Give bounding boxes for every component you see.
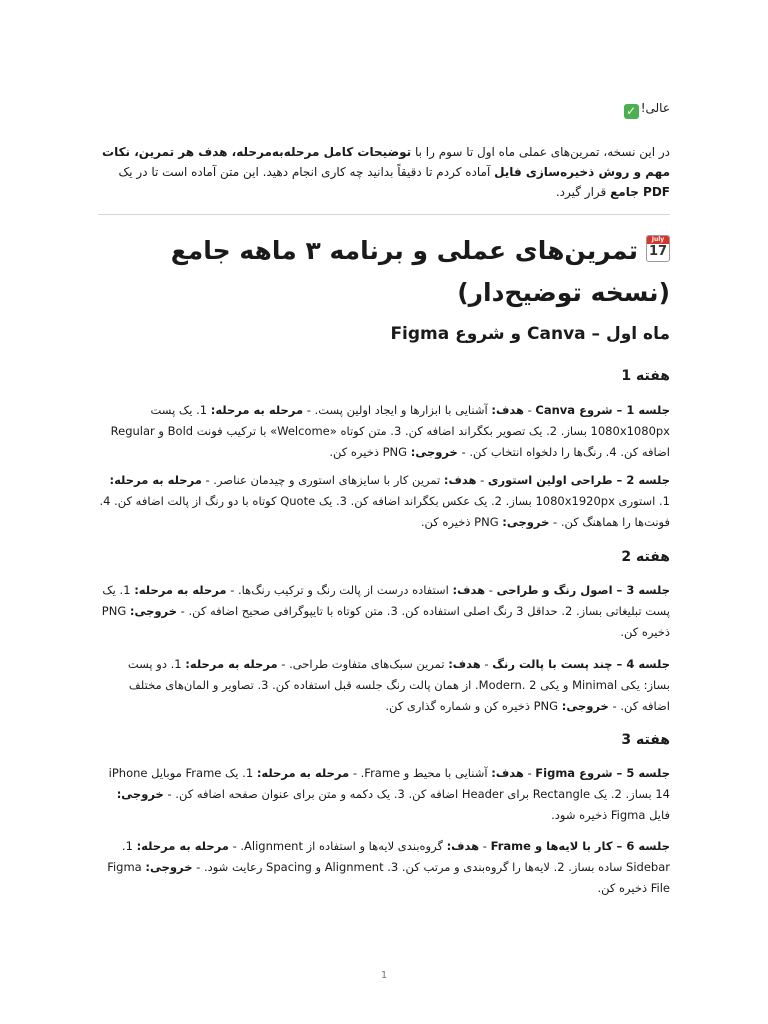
output-label: خروجی: xyxy=(145,860,193,874)
session-title: جلسه 4 – چند پست با پالت رنگ xyxy=(492,657,670,671)
goal-label: هدف: xyxy=(491,766,524,780)
output-text: Figma File ذخیره کن. xyxy=(107,860,670,895)
goal-text: تمرین کار با سایزهای استوری و چیدمان عناصر. - xyxy=(201,473,444,487)
goal-label: هدف: xyxy=(443,473,477,487)
steps-label: مرحله به مرحله: xyxy=(256,766,350,780)
goal-label: هدف: xyxy=(448,657,481,671)
session-item: جلسه 6 – کار با لایه‌ها و Frame - هدف: گروه‌بندی لایه‌ها و استفاده از Alignment. - مرحله به مرحله: 1. Sidebar ساده بساز. 2. لایه‌ها را گروه‌بندی و مرتب کن. 3. Alignment و Spacing رعایت شود. - خروجی: Figma File ذخیره کن. xyxy=(107,839,670,895)
steps-label: مرحله به مرحله: xyxy=(109,473,202,487)
output-label: خروجی: xyxy=(410,445,458,459)
steps-label: مرحله به مرحله: xyxy=(210,403,304,417)
intro-bold-1: توضیحات کامل مرحله‌به‌مرحله، هدف هر تمرین، نکات مهم و روش ذخیره‌سازی فایل xyxy=(102,145,670,179)
output-text: PNG ذخیره کن. xyxy=(329,445,411,459)
goal-label: هدف: xyxy=(491,403,524,417)
week-heading: هفته 2 xyxy=(621,549,670,565)
steps-text: 1. یک Frame موبایل iPhone 14 بساز. 2. یک Rectangle برای Header اضافه کن. 3. یک دکمه و متن برای عنوان صفحه اضافه کن. - xyxy=(108,766,670,801)
goal-text: استفاده درست از پالت رنگ و ترکیب رنگ‌ها. - xyxy=(226,583,453,597)
session-item: جلسه 1 – شروع Canva - هدف: آشنایی با ابزارها و ایجاد اولین پست. - مرحله به مرحله: 1. یک پست 1080x1080px بساز. 2. یک تصویر بکگراند اضافه کن. 3. متن کوتاه «Welcome» با ترکیب فونت Bold و Regular اضافه کن. 4. رنگ‌ها را دلخواه انتخاب کن. - خروجی: PNG ذخیره کن. xyxy=(110,403,670,459)
intro-text-3: قرار گیرد. xyxy=(555,185,611,199)
session-item: جلسه 2 – طراحی اولین استوری - هدف: تمرین کار با سایزهای استوری و چیدمان عناصر. - مرحله به مرحله: 1. استوری 1080x1920px بساز. 2. یک عکس بکگراند اضافه کن. 3. یک Quote کوتاه با دو رنگ از پالت اضافه کن. 4. فونت‌ها را هماهنگ کن. - خروجی: PNG ذخیره کن. xyxy=(99,473,670,529)
intro-check-line xyxy=(624,101,670,119)
session-item: جلسه 3 – اصول رنگ و طراحی - هدف: استفاده درست از پالت رنگ و ترکیب رنگ‌ها. - مرحله به مرحله: 1. یک پست تبلیغاتی بساز. 2. حداقل 3 رنگ اصلی استفاده کن. 3. متن کوتاه با تایپوگرافی صحیح اضافه کن. - خروجی: PNG ذخیره کن. xyxy=(101,583,670,639)
goal-text: آشنایی با محیط و Frame. - xyxy=(349,766,492,780)
intro-text-1: در این نسخه، تمرین‌های عملی ماه اول تا سوم را با xyxy=(411,145,670,159)
goal-label: هدف: xyxy=(446,839,480,853)
goal-text: آشنایی با ابزارها و ایجاد اولین پست. - xyxy=(303,403,492,417)
month-heading: ماه اول – Canva و شروع Figma xyxy=(390,324,670,344)
horizontal-divider xyxy=(98,214,670,215)
page-title-text: تمرین‌های عملی و برنامه ۳ ماهه جامع (نسخه توضیح‌دار) xyxy=(170,236,670,307)
steps-label: مرحله به مرحله: xyxy=(185,657,278,671)
goal-text: گروه‌بندی لایه‌ها و استفاده از Alignment. - xyxy=(228,839,447,853)
output-text: PNG ذخیره کن. xyxy=(101,604,670,639)
session-title: جلسه 5 – شروع Figma xyxy=(535,766,670,780)
session-title: جلسه 6 – کار با لایه‌ها و Frame xyxy=(490,839,670,853)
week-heading: هفته 3 xyxy=(621,732,670,748)
steps-label: مرحله به مرحله: xyxy=(134,583,227,597)
page-title xyxy=(98,230,670,314)
output-text: PNG ذخیره کن و شماره گذاری کن. xyxy=(385,699,562,713)
steps-text: 1. Sidebar ساده بساز. 2. لایه‌ها را گروه‌بندی و مرتب کن. 3. Alignment و Spacing رعایت شود. - xyxy=(121,839,670,874)
session-title: جلسه 2 – طراحی اولین استوری xyxy=(487,473,670,487)
session-item: جلسه 5 – شروع Figma - هدف: آشنایی با محیط و Frame. - مرحله به مرحله: 1. یک Frame موبایل iPhone 14 بساز. 2. یک Rectangle برای Header اضافه کن. 3. یک دکمه و متن برای عنوان صفحه اضافه کن. - خروجی: فایل Figma ذخیره شود. xyxy=(108,766,670,822)
steps-text: 1. دو پست بساز: یکی Minimal و یکی Modern. 2. از همان پالت رنگ جلسه قبل استفاده کن. 3. تصاویر و المان‌های مختلف اضافه کن. - xyxy=(127,657,670,713)
steps-text: 1. استوری 1080x1920px بساز. 2. یک عکس بکگراند اضافه کن. 3. یک Quote کوتاه با دو رنگ از پالت اضافه کن. 4. فونت‌ها را هماهنگ کن. - xyxy=(99,494,670,529)
calendar-day: 17 xyxy=(648,244,668,259)
calendar-month: July xyxy=(647,236,669,244)
page-number: 1 xyxy=(380,970,388,981)
steps-label: مرحله به مرحله: xyxy=(136,839,229,853)
output-label: خروجی: xyxy=(129,604,178,618)
output-label: خروجی: xyxy=(502,515,550,529)
intro-paragraph xyxy=(98,142,670,202)
session-item: جلسه 4 – چند پست با پالت رنگ - هدف: تمرین سبک‌های متفاوت طراحی. - مرحله به مرحله: 1. دو پست بساز: یکی Minimal و یکی Modern. 2. از همان پالت رنگ جلسه قبل استفاده کن. 3. تصاویر و المان‌های مختلف اضافه کن. - خروجی: PNG ذخیره کن و شماره گذاری کن. xyxy=(127,657,670,713)
session-title: جلسه 1 – شروع Canva xyxy=(535,403,670,417)
session-title: جلسه 3 – اصول رنگ و طراحی xyxy=(496,583,670,597)
output-label: خروجی: xyxy=(561,699,609,713)
week-heading: هفته 1 xyxy=(621,368,670,384)
goal-label: هدف: xyxy=(452,583,486,597)
output-text: فایل Figma ذخیره شود. xyxy=(551,808,670,822)
intro-bold-2: PDF جامع xyxy=(610,185,670,199)
steps-text: 1. یک پست 1080x1080px بساز. 2. یک تصویر بکگراند اضافه کن. 3. متن کوتاه «Welcome» با ترکیب فونت Bold و Regular اضافه کن. 4. رنگ‌ها را دلخواه انتخاب کن. - xyxy=(110,403,670,459)
output-text: PNG ذخیره کن. xyxy=(420,515,503,529)
check-mark-icon: ✓ xyxy=(624,104,639,119)
calendar-icon xyxy=(646,235,670,262)
intro-text-2: آماده کردم تا دقیقاً بدانید چه کاری انجام دهید. این متن آماده است تا در یک xyxy=(118,165,495,179)
steps-text: 1. یک پست تبلیغاتی بساز. 2. حداقل 3 رنگ اصلی استفاده کن. 3. متن کوتاه با تایپوگرافی صحیح اضافه کن. - xyxy=(102,583,670,618)
goal-text: تمرین سبک‌های متفاوت طراحی. - xyxy=(277,657,449,671)
output-label: خروجی: xyxy=(116,787,164,801)
check-line-text: عالی! xyxy=(640,101,670,115)
